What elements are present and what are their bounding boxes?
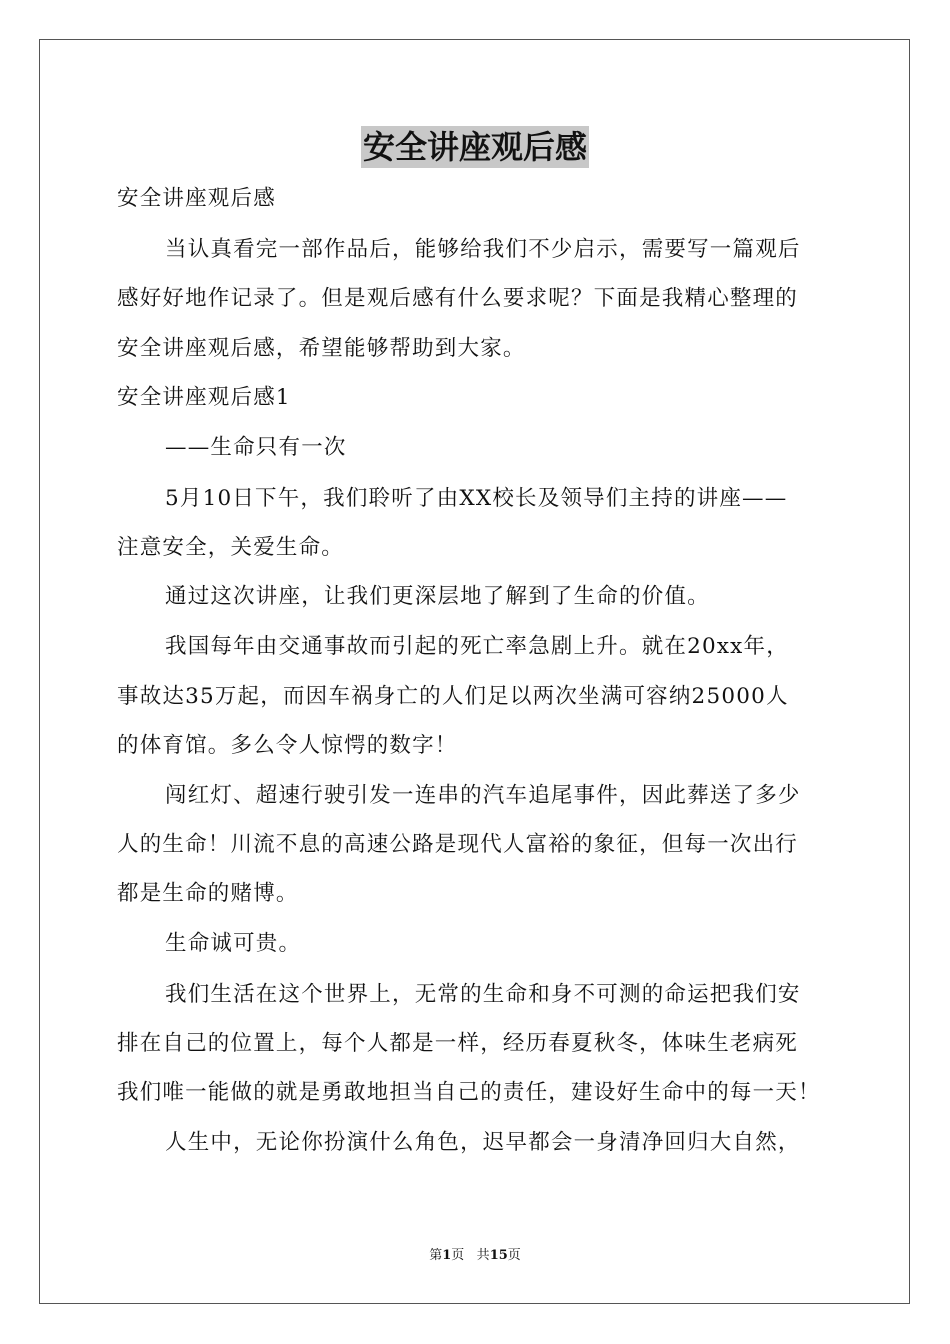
footer-total-pages: 15	[489, 1248, 508, 1263]
paragraph-line: 5月10日下午，我们聆听了由XX校长及领导们主持的讲座——	[165, 486, 788, 511]
page-border	[39, 39, 910, 1304]
paragraph-line: 注意安全，关爱生命。	[117, 535, 345, 560]
paragraph-line: 人的生命！川流不息的高速公路是现代人富裕的象征，但每一次出行	[117, 832, 799, 857]
page-footer	[0, 1247, 950, 1265]
paragraph-line: 的体育馆。多么令人惊愕的数字！	[117, 733, 458, 758]
paragraph-line: 人生中，无论你扮演什么角色，迟早都会一身清净回归大自然，	[165, 1130, 801, 1155]
paragraph-line: 我国每年由交通事故而引起的死亡率急剧上升。就在20xx年，	[165, 634, 789, 659]
footer-total-unit: 页	[507, 1248, 521, 1263]
paragraph-line: 我们生活在这个世界上，无常的生命和身不可测的命运把我们安	[165, 982, 801, 1007]
paragraph-line: 当认真看完一部作品后，能够给我们不少启示，需要写一篇观后	[165, 237, 801, 262]
footer-page-unit: 页	[451, 1248, 465, 1263]
paragraph-line: 感好好地作记录了。但是观后感有什么要求呢？下面是我精心整理的	[117, 286, 799, 311]
footer-total-prefix: 共	[476, 1248, 490, 1263]
paragraph-line: 我们唯一能做的就是勇敢地担当自己的责任，建设好生命中的每一天！	[117, 1080, 821, 1105]
paragraph-line: 排在自己的位置上，每个人都是一样，经历春夏秋冬，体味生老病死	[117, 1031, 799, 1056]
title-container	[0, 126, 950, 168]
footer-prefix: 第	[429, 1248, 443, 1263]
paragraph-line: 闯红灯、超速行驶引发一连串的汽车追尾事件，因此葬送了多少	[165, 783, 801, 808]
paragraph-line: 安全讲座观后感，希望能够帮助到大家。	[117, 336, 526, 361]
paragraph-line: 事故达35万起，而因车祸身亡的人们足以两次坐满可容纳25000人	[117, 684, 789, 709]
paragraph-line: 都是生命的赌博。	[117, 881, 299, 906]
paragraph-line: ——生命只有一次	[165, 435, 347, 460]
section-heading: 安全讲座观后感1	[117, 385, 291, 410]
paragraph-line: 通过这次讲座，让我们更深层地了解到了生命的价值。	[165, 584, 710, 609]
paragraph-line: 生命诚可贵。	[165, 931, 302, 956]
footer-current-page: 1	[442, 1248, 452, 1263]
document-title: 安全讲座观后感	[362, 128, 587, 166]
subtitle-line: 安全讲座观后感	[117, 186, 276, 211]
